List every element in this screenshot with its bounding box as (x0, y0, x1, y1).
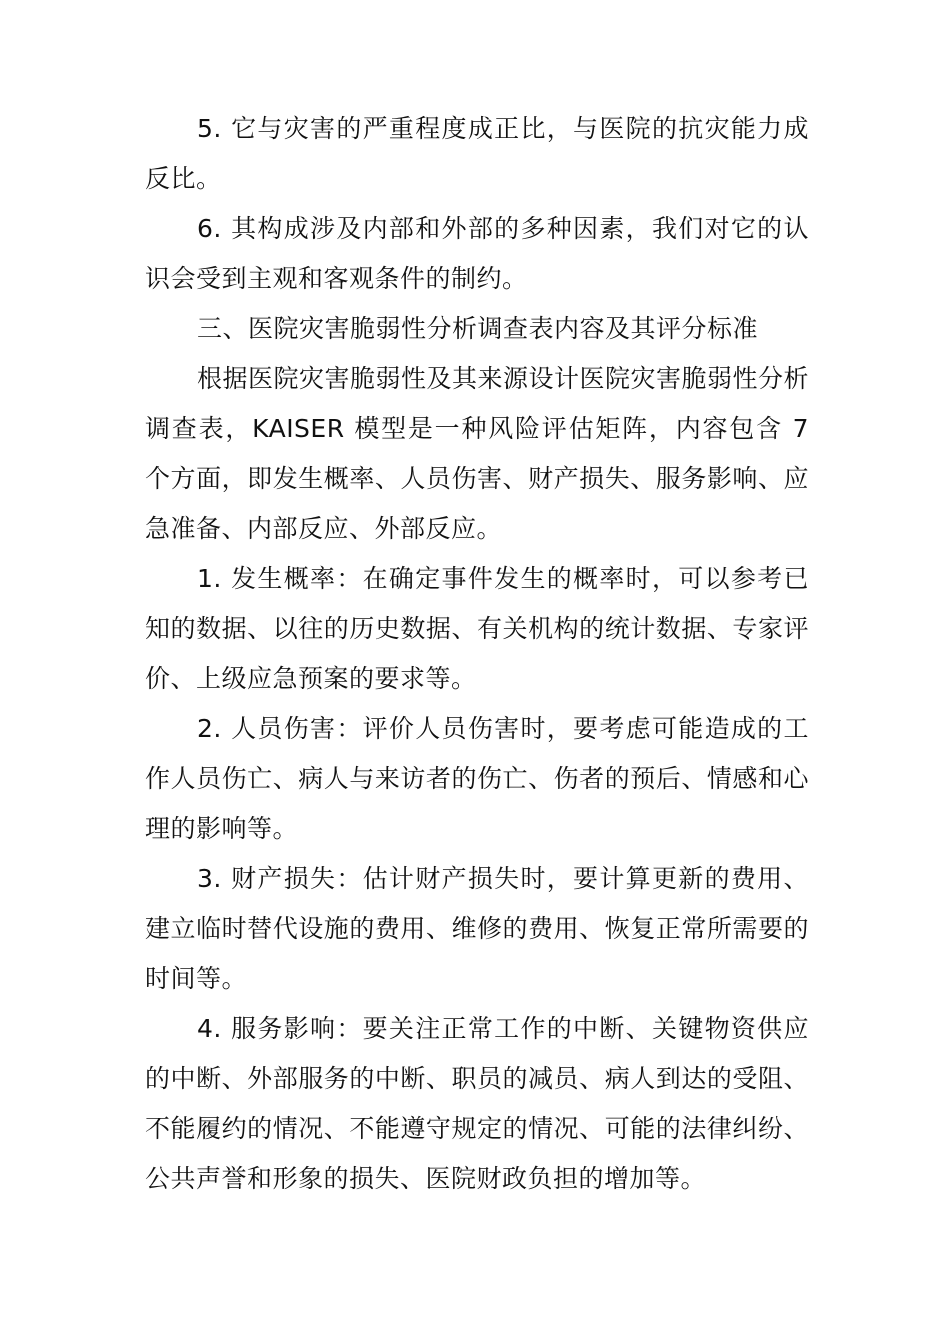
section-heading: 三、医院灾害脆弱性分析调查表内容及其评分标准 (197, 314, 759, 343)
paragraph-personnel-injury: 2. 人员伤害：评价人员伤害时，要考虑可能造成的工作人员伤亡、病人与来访者的伤亡、伤者的预后、情感和心理的影响等。 (145, 714, 809, 843)
paragraph-item-5: 5. 它与灾害的严重程度成正比，与医院的抗灾能力成反比。 (145, 114, 809, 193)
paragraph-property-loss: 3. 财产损失：估计财产损失时，要计算更新的费用、建立临时替代设施的费用、维修的费用、恢复正常所需要的时间等。 (145, 864, 809, 993)
document-body (145, 104, 809, 1204)
paragraph-probability: 1. 发生概率：在确定事件发生的概率时，可以参考已知的数据、以往的历史数据、有关机构的统计数据、专家评价、上级应急预案的要求等。 (145, 564, 809, 693)
paragraph-service-impact: 4. 服务影响：要关注正常工作的中断、关键物资供应的中断、外部服务的中断、职员的减员、病人到达的受阻、不能履约的情况、不能遵守规定的情况、可能的法律纠纷、公共声誉和形象的损失、医院财政负担的增加等。 (145, 1014, 809, 1193)
paragraph-item-6: 6. 其构成涉及内部和外部的多种因素，我们对它的认识会受到主观和客观条件的制约。 (145, 214, 809, 293)
paragraph-intro: 根据医院灾害脆弱性及其来源设计医院灾害脆弱性分析调查表，KAISER 模型是一种风险评估矩阵，内容包含 7 个方面，即发生概率、人员伤害、财产损失、服务影响、应急准备、内部反应、外部反应。 (145, 364, 810, 543)
